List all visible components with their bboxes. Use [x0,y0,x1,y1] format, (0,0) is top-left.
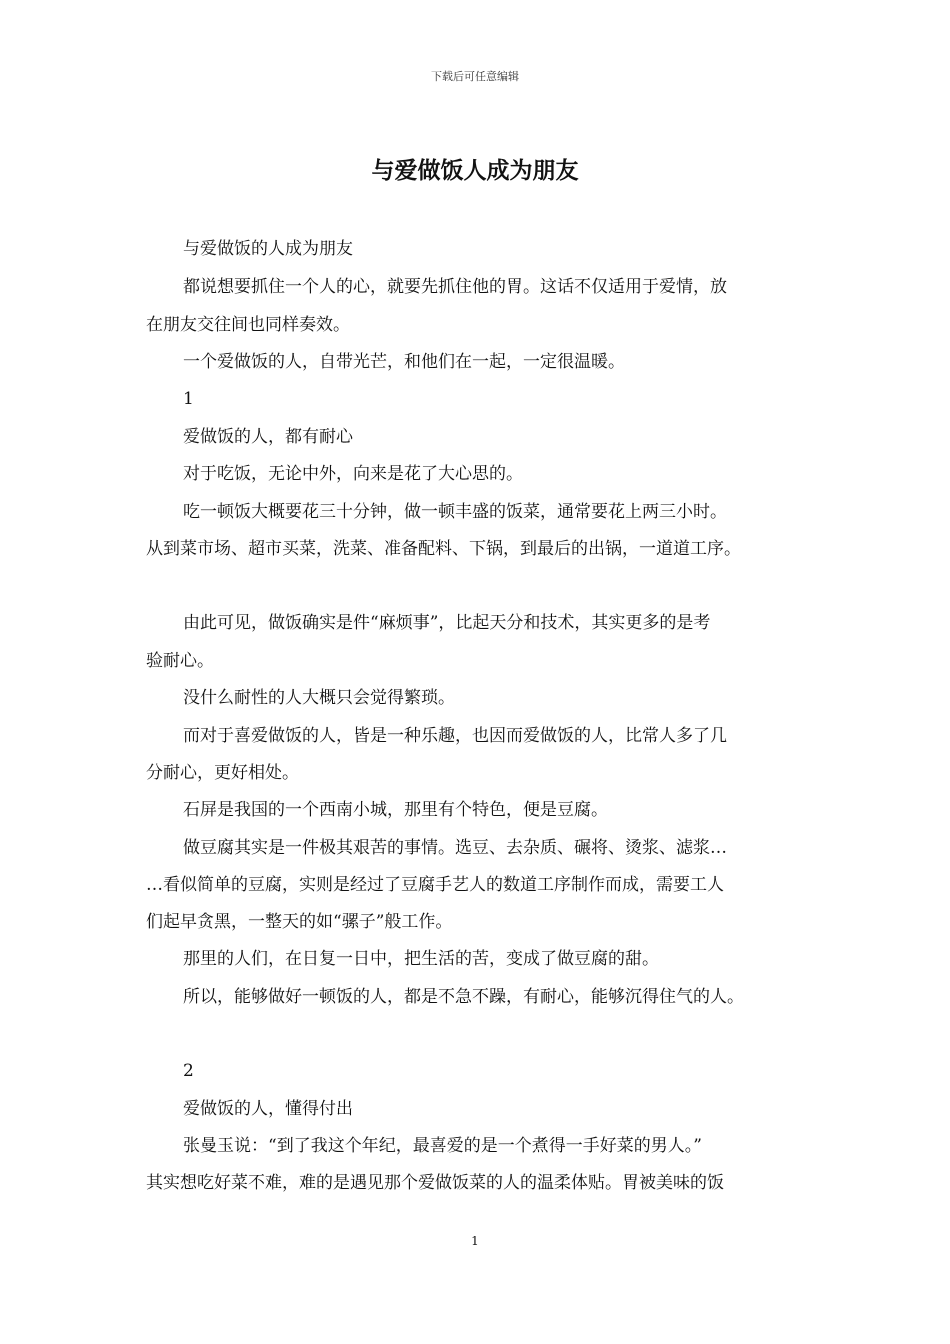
section-number: 2 [183,1061,194,1081]
paragraph-line: 没什么耐性的人大概只会觉得繁琐。 [183,688,455,708]
section-heading: 爱做饭的人，都有耐心 [183,427,353,447]
page-number: 1 [471,1234,479,1248]
paragraph-line: 分耐心，更好相处。 [146,763,299,783]
paragraph-line: 做豆腐其实是一件极其艰苦的事情。选豆、去杂质、碾将、烫浆、滤浆… [183,838,727,858]
paragraph-line: …看似简单的豆腐，实则是经过了豆腐手艺人的数道工序制作而成，需要工人 [146,875,724,895]
paragraph-line: 一个爱做饭的人，自带光芒，和他们在一起，一定很温暖。 [183,352,625,372]
paragraph-line: 都说想要抓住一个人的心，就要先抓住他的胃。这话不仅适用于爱情，放 [183,277,727,297]
paragraph-line: 与爱做饭的人成为朋友 [183,239,353,259]
paragraph-line: 其实想吃好菜不难，难的是遇见那个爱做饭菜的人的温柔体贴。胃被美味的饭 [146,1173,724,1193]
section-heading: 爱做饭的人，懂得付出 [183,1099,353,1119]
section-number: 1 [183,389,194,409]
paragraph-line: 张曼玉说：“到了我这个年纪，最喜爱的是一个煮得一手好菜的男人。” [183,1136,702,1156]
paragraph-line: 们起早贪黑，一整天的如“骡子”般工作。 [146,912,453,932]
paragraph-line: 对于吃饭，无论中外，向来是花了大心思的。 [183,464,523,484]
paragraph-line: 在朋友交往间也同样奏效。 [146,315,350,335]
paragraph-line: 石屏是我国的一个西南小城，那里有个特色，便是豆腐。 [183,800,608,820]
paragraph-line: 吃一顿饭大概要花三十分钟，做一顿丰盛的饭菜，通常要花上两三小时。 [183,502,727,522]
paragraph-line: 所以，能够做好一顿饭的人，都是不急不躁，有耐心，能够沉得住气的人。 [183,987,744,1007]
page-header-note: 下载后可任意编辑 [431,70,519,83]
paragraph-line: 而对于喜爱做饭的人，皆是一种乐趣，也因而爱做饭的人，比常人多了几 [183,726,727,746]
paragraph-line: 验耐心。 [146,651,214,671]
paragraph-line: 从到菜市场、超市买菜，洗菜、准备配料、下锅，到最后的出锅，一道道工序。 [146,539,741,559]
paragraph-line: 由此可见，做饭确实是件“麻烦事”，比起天分和技术，其实更多的是考 [183,613,711,633]
paragraph-line: 那里的人们，在日复一日中，把生活的苦，变成了做豆腐的甜。 [183,949,659,969]
document-title: 与爱做饭人成为朋友 [371,158,579,184]
